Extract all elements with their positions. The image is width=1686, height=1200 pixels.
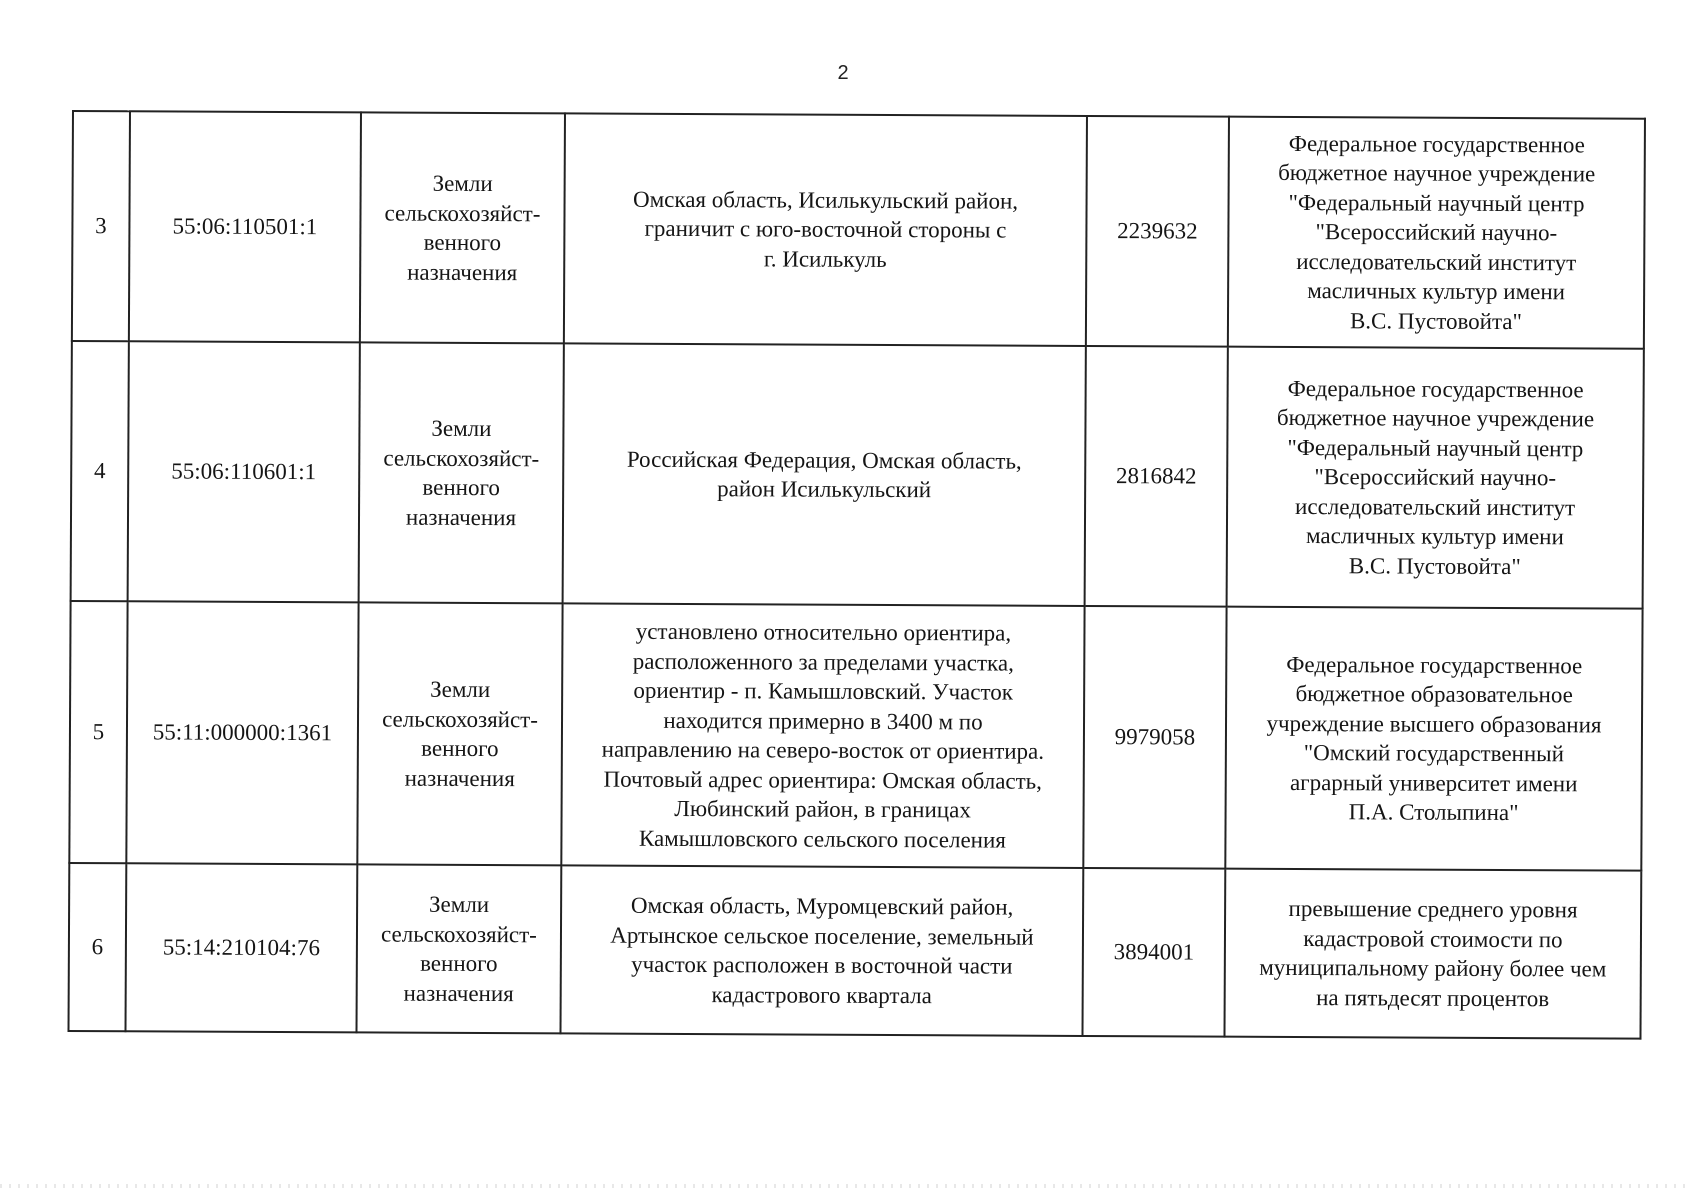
address-line: Почтовый адрес ориентира: Омская область,: [603, 766, 1043, 794]
category-line: сельскохозяйст-: [384, 200, 541, 226]
table-row: [69, 601, 1642, 871]
category-line: Земли: [431, 415, 492, 442]
address-line: Камышловского сельского поселения: [638, 825, 1006, 853]
cadastral-value-cell: 9979058: [1083, 606, 1226, 869]
table-row: [72, 111, 1645, 349]
category-line: Земли: [429, 891, 490, 918]
category-line: назначения: [405, 504, 517, 530]
land-category-cell: [357, 602, 562, 865]
table-body: [68, 111, 1644, 1039]
category-line: назначения: [407, 259, 518, 285]
row-number-cell: 4: [71, 341, 129, 601]
category-line: венного: [423, 229, 502, 256]
reason-line: бюджетное образовательное: [1295, 680, 1573, 708]
category-line: назначения: [403, 980, 514, 1006]
land-category-cell: [359, 342, 564, 603]
row-number-cell: 5: [69, 601, 127, 863]
reason-line: муниципальному району более чем: [1259, 954, 1607, 982]
page-number: 2: [837, 62, 849, 84]
cadastral-value-cell: 2239632: [1086, 116, 1229, 347]
reason-line: Федеральное государственное: [1287, 375, 1584, 403]
address-line: установлено относительно ориентира,: [635, 618, 1012, 646]
reason-line: превышение среднего уровня: [1288, 895, 1578, 923]
category-line: венного: [421, 735, 499, 762]
owner-reason-cell: [1227, 347, 1644, 609]
address-line: расположенного за пределами участка,: [632, 648, 1014, 676]
address-line: участок расположен в восточной части: [631, 951, 1013, 979]
reason-line: масличных культур имени: [1307, 278, 1566, 305]
address-line: г. Исилькуль: [763, 246, 887, 272]
reason-line: В.С. Пустовойта": [1348, 552, 1521, 579]
reason-line: Федеральное государственное: [1288, 130, 1585, 158]
address-line: ориентир - п. Камышловский. Участок: [633, 677, 1013, 705]
address-cell: [563, 343, 1086, 606]
owner-reason-cell: [1228, 117, 1645, 349]
address-line: направлению на северо-восток от ориентира.: [601, 736, 1045, 764]
reason-line: В.С. Пустовойта": [1349, 307, 1523, 334]
category-line: сельскохозяйст-: [383, 445, 540, 471]
address-line: Омская область, Исилькульский район,: [632, 186, 1019, 214]
address-line: Артынское сельское поселение, земельный: [610, 922, 1034, 950]
category-line: назначения: [404, 765, 515, 791]
reason-line: исследовательский институт: [1295, 493, 1576, 521]
reason-line: "Федеральный научный центр: [1287, 434, 1584, 462]
address-line: находится примерно в 3400 м по: [663, 707, 983, 734]
address-cell: [560, 865, 1083, 1036]
scan-noise-strip: [0, 1184, 1686, 1188]
category-line: Земли: [430, 676, 491, 703]
cadastral-value-cell: 3894001: [1082, 868, 1225, 1037]
category-line: Земли: [432, 170, 493, 197]
reason-line: бюджетное научное учреждение: [1276, 405, 1595, 432]
land-plots-table: [67, 110, 1645, 1040]
address-line: кадастрового квартала: [711, 981, 932, 1008]
reason-line: "Всероссийский научно-: [1314, 464, 1557, 491]
reason-line: аграрный университет имени: [1289, 769, 1578, 796]
owner-reason-cell: [1225, 607, 1642, 871]
reason-line: исследовательский институт: [1296, 248, 1577, 276]
table-row: [68, 863, 1641, 1039]
reason-line: учреждение высшего образования: [1266, 710, 1602, 737]
cadastral-number-cell: 55:14:210104:76: [125, 863, 357, 1032]
address-line: район Исилькульский: [717, 476, 932, 503]
address-line: Любинский район, в границах: [674, 795, 971, 823]
table-row: [71, 341, 1644, 609]
owner-reason-cell: [1224, 869, 1641, 1039]
cadastral-value-cell: 2816842: [1085, 346, 1228, 607]
reason-line: кадастровой стоимости по: [1303, 925, 1563, 952]
address-line: Омская область, Муромцевский район,: [630, 892, 1014, 920]
address-line: граничит с юго-восточной стороны с: [644, 216, 1007, 243]
reason-line: "Федеральный научный центр: [1288, 189, 1585, 217]
address-cell: [561, 603, 1084, 868]
cadastral-number-cell: 55:06:110501:1: [129, 111, 361, 342]
reason-line: П.А. Столыпина": [1348, 799, 1519, 826]
row-number-cell: 3: [72, 111, 130, 341]
cadastral-number-cell: 55:06:110601:1: [128, 341, 360, 602]
row-number-cell: 6: [68, 863, 126, 1031]
reason-line: "Всероссийский научно-: [1315, 219, 1558, 246]
category-line: сельскохозяйст-: [382, 706, 538, 732]
land-category-cell: [360, 112, 565, 343]
reason-line: "Омский государственный: [1303, 740, 1565, 767]
land-category-cell: [356, 864, 561, 1033]
category-line: сельскохозяйст-: [380, 921, 537, 947]
reason-line: масличных культур имени: [1305, 523, 1564, 550]
reason-line: на пятьдесят процентов: [1316, 984, 1550, 1011]
address-line: Российская Федерация, Омская область,: [626, 446, 1022, 474]
reason-line: бюджетное научное учреждение: [1278, 160, 1596, 187]
category-line: венного: [422, 474, 500, 501]
address-cell: [564, 113, 1087, 346]
cadastral-number-cell: 55:11:000000:1361: [126, 601, 358, 864]
category-line: венного: [420, 950, 498, 977]
reason-line: Федеральное государственное: [1286, 651, 1583, 678]
